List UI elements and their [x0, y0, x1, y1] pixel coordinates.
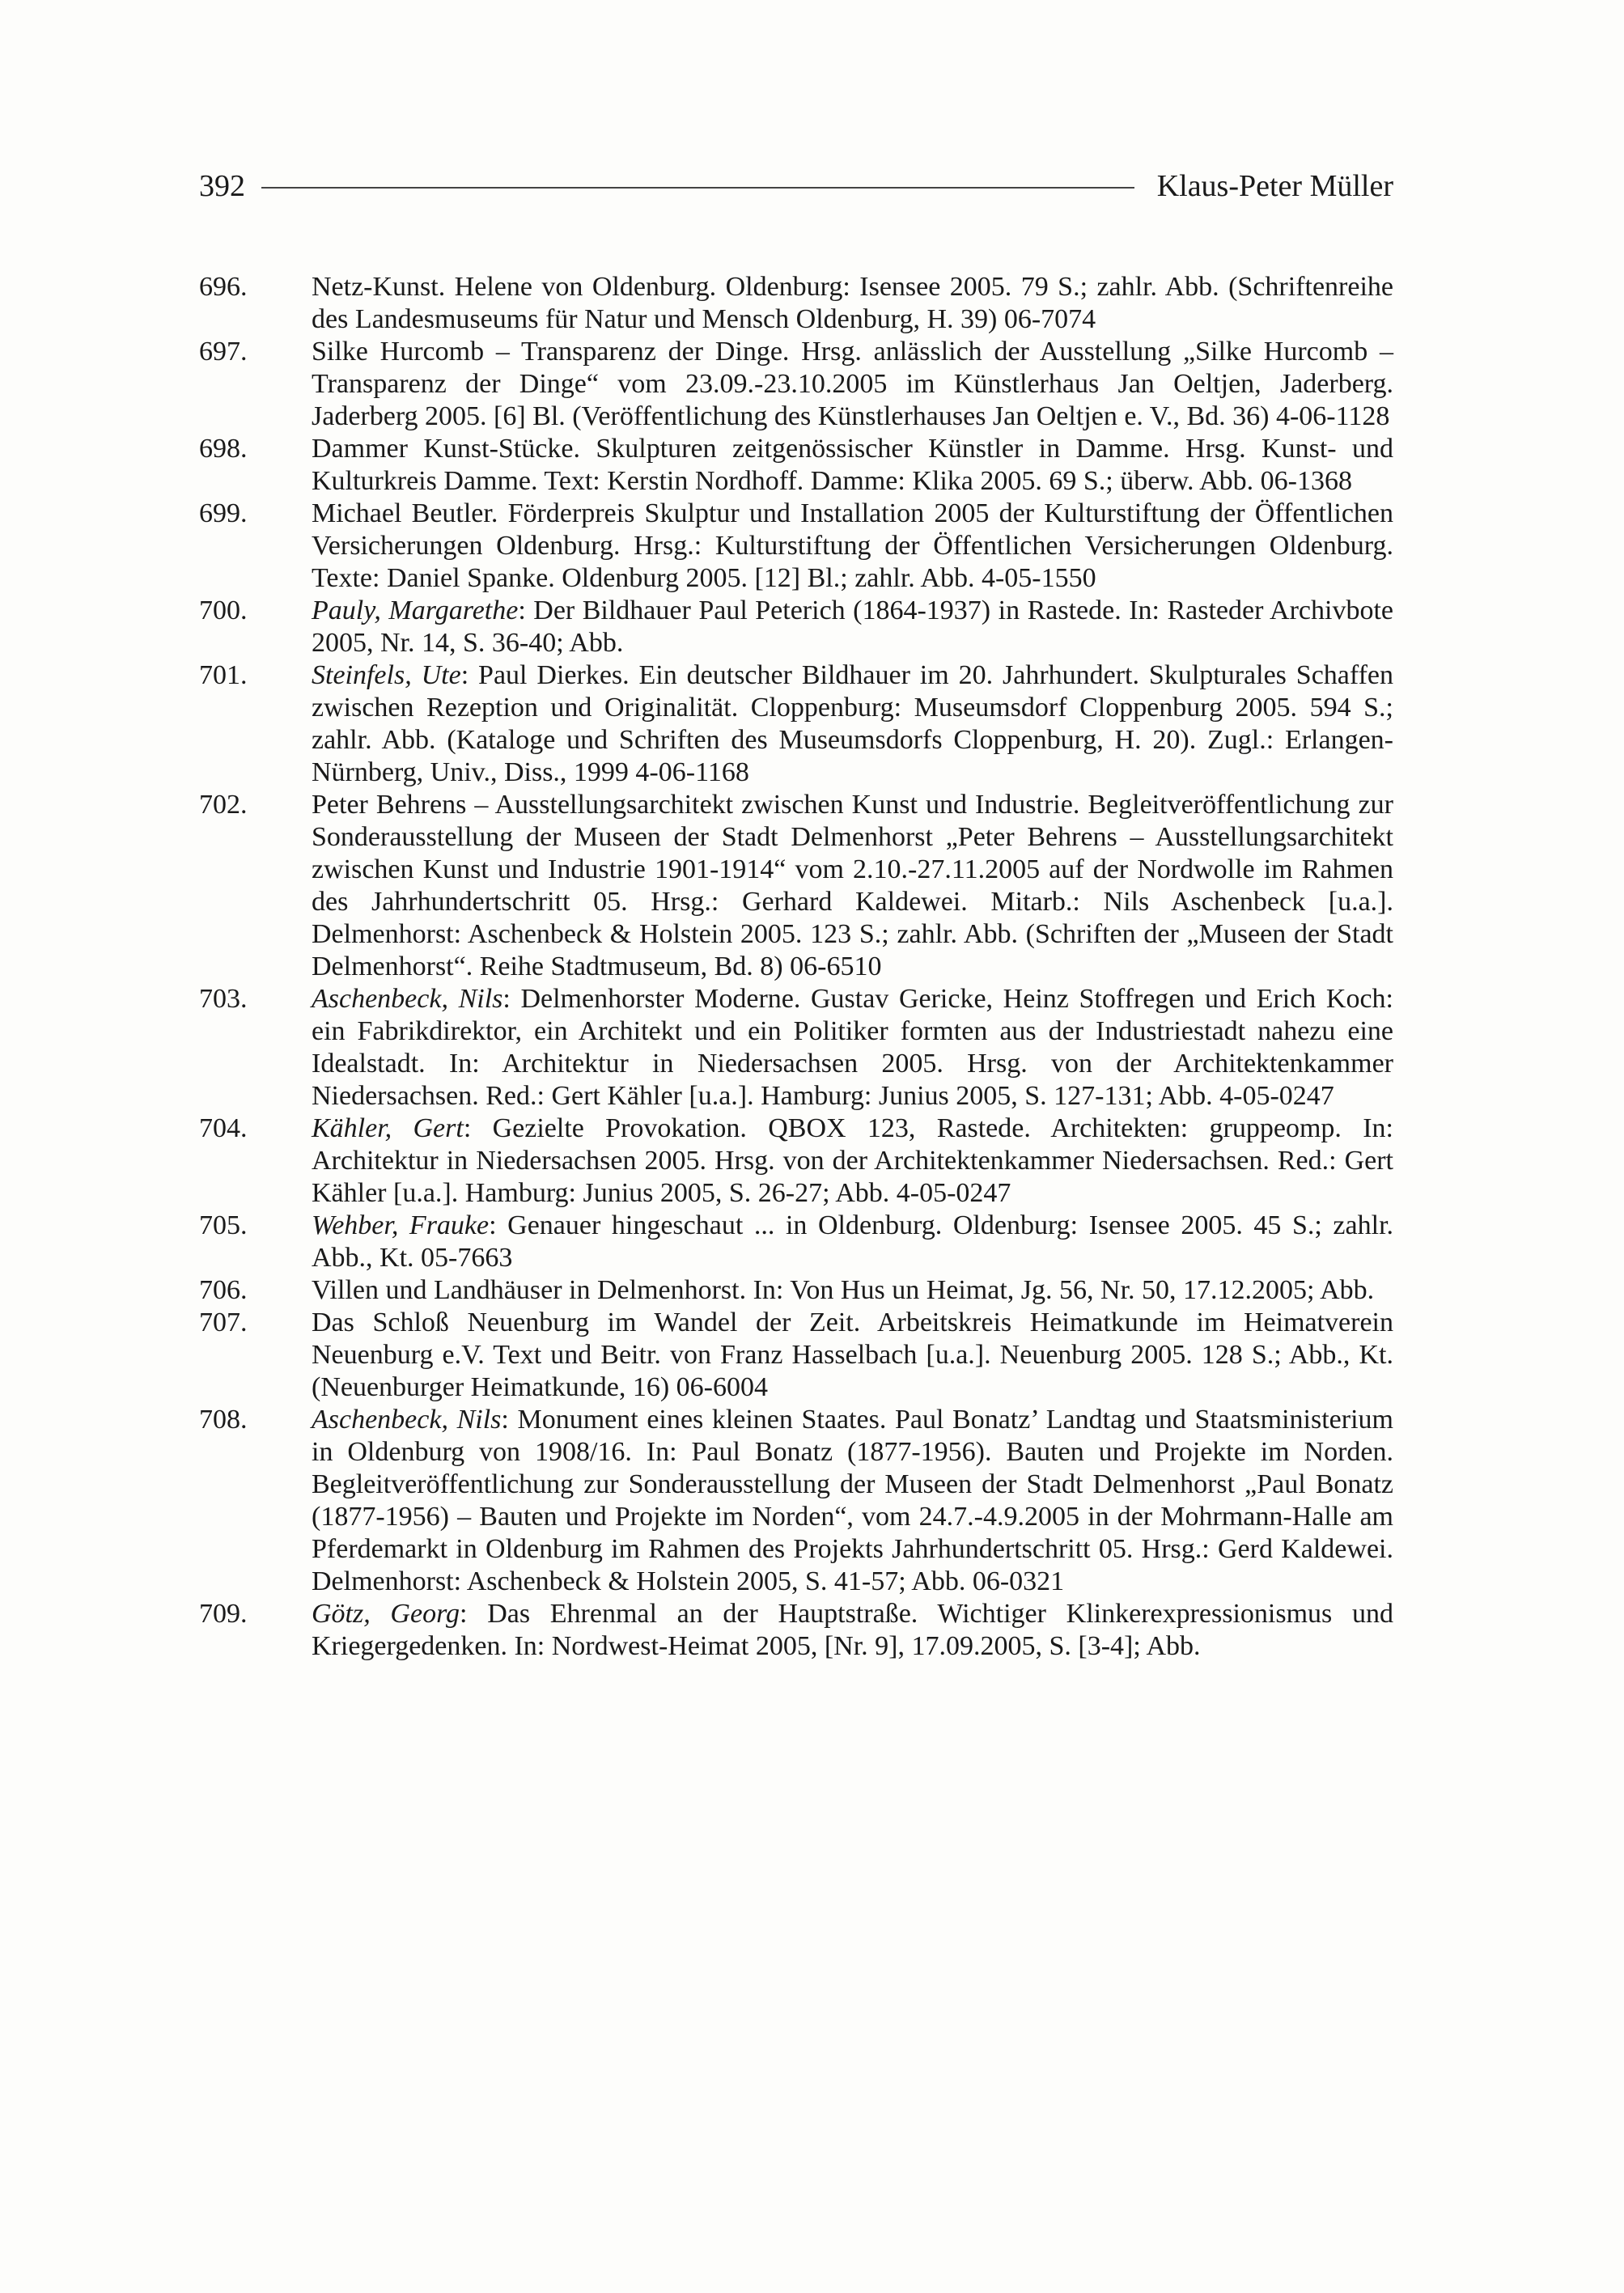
entry-body: : Monument eines kleinen Staates. Paul Bonatz’ Landtag und Staatsministerium in Oldenburg von 1908/16. In: Paul Bonatz (1877-1956). Bauten und Projekte im Norden. Begleitveröffentlichung zur Sonderausstellung der Museen der Stadt Delmenhorst „Paul Bonatz (1877-1956) – Bauten und Projekte im Norden“, vom 24.7.-4.9.2005 in der Mohrmann-Halle am Pferdemarkt in Oldenburg im Rahmen des Projekts Jahrhundertschritt 05. Hrsg.: Gerd Kaldewei. Delmenhorst: Aschenbeck & Holstein 2005, S. 41-57; Abb. 06-0321 — [312, 1405, 1393, 1596]
entry-number: 701. — [199, 660, 248, 690]
bibliography-entry — [199, 1210, 1393, 1274]
entry-body: : Genauer hingeschaut ... in Oldenburg. Oldenburg: Isensee 2005. 45 S.; zahlr. Abb., Kt. 05-7663 — [312, 1210, 1394, 1273]
bibliography-entry — [199, 1113, 1393, 1210]
bibliography-entry — [199, 1274, 1393, 1307]
entry-text — [312, 271, 1393, 336]
entry-number: 700. — [199, 596, 248, 625]
entry-text — [312, 595, 1393, 659]
bibliography-entry — [199, 595, 1393, 659]
entry-author: Wehber, Frauke — [312, 1210, 490, 1240]
entry-text — [312, 1307, 1393, 1404]
entry-body: Michael Beutler. Förderpreis Skulptur und Installation 2005 der Kulturstiftung der Öffentlichen Versicherungen Oldenburg. Hrsg.: Kulturstiftung der Öffentlichen Versicherungen Oldenburg. Texte: Daniel Spanke. Oldenburg 2005. [12] Bl.; zahlr. Abb. 4-05-1550 — [312, 498, 1393, 593]
entry-number: 709. — [199, 1599, 248, 1629]
entry-body: : Gezielte Provokation. QBOX 123, Rastede. Architekten: gruppeomp. In: Architektur in Niedersachsen 2005. Hrsg. von der Architektenkammer Niedersachsen. Red.: Gert Kähler [u.a.]. Hamburg: Junius 2005, S. 26-27; Abb. 4-05-0247 — [312, 1113, 1393, 1208]
entry-text — [312, 659, 1393, 789]
entry-number: 698. — [199, 434, 248, 464]
entry-text — [312, 789, 1393, 983]
entry-text — [312, 498, 1393, 595]
entry-text — [312, 1404, 1393, 1598]
entry-body: Dammer Kunst-Stücke. Skulpturen zeitgenössischer Künstler in Damme. Hrsg. Kunst- und Kulturkreis Damme. Text: Kerstin Nordhoff. Damme: Klika 2005. 69 S.; überw. Abb. 06-1368 — [312, 434, 1393, 496]
entry-body: Das Schloß Neuenburg im Wandel der Zeit. Arbeitskreis Heimatkunde im Heimatverein Neuenburg e.V. Text und Beitr. von Franz Hasselbach [u.a.]. Neuenburg 2005. 128 S.; Abb., Kt. (Neuenburger Heimatkunde, 16) 06-6004 — [312, 1308, 1393, 1402]
entry-body: : Delmenhorster Moderne. Gustav Gericke, Heinz Stoffregen und Erich Koch: ein Fabrikdirektor, ein Architekt und ein Politiker formten aus der Industriestadt nahezu eine Idealstadt. In: Architektur in Niedersachsen 2005. Hrsg. von der Architektenkammer Niedersachsen. Red.: Gert Kähler [u.a.]. Hamburg: Junius 2005, S. 127-131; Abb. 4-05-0247 — [312, 984, 1393, 1111]
bibliography-entry — [199, 659, 1393, 789]
entry-number: 708. — [199, 1405, 248, 1435]
entry-body: Peter Behrens – Ausstellungsarchitekt zwischen Kunst und Industrie. Begleitveröffentlichung zur Sonderausstellung der Museen der Stadt Delmenhorst „Peter Behrens – Ausstellungsarchitekt zwischen Kunst und Industrie 1901-1914“ vom 2.10.-27.11.2005 auf der Nordwolle im Rahmen des Jahrhundertschritt 05. Hrsg.: Gerhard Kaldewei. Mitarb.: Nils Aschenbeck [u.a.]. Delmenhorst: Aschenbeck & Holstein 2005. 123 S.; zahlr. Abb. (Schriften der „Museen der Stadt Delmenhorst“. Reihe Stadtmuseum, Bd. 8) 06-6510 — [312, 790, 1393, 981]
bibliography-entry — [199, 498, 1393, 595]
entry-body: : Paul Dierkes. Ein deutscher Bildhauer im 20. Jahrhundert. Skulpturales Schaffen zwischen Rezeption und Originalität. Cloppenburg: Museumsdorf Cloppenburg 2005. 594 S.; zahlr. Abb. (Kataloge und Schriften des Museumsdorfs Cloppenburg, H. 20). Zugl.: Erlangen-Nürnberg, Univ., Diss., 1999 4-06-1168 — [312, 660, 1394, 787]
entry-text — [312, 983, 1393, 1113]
page-number: 392 — [199, 169, 245, 203]
header-rule — [261, 187, 1134, 189]
entry-author: Aschenbeck, Nils — [312, 984, 503, 1014]
entry-author: Kähler, Gert — [312, 1113, 464, 1143]
entry-number: 697. — [199, 337, 248, 367]
bibliography-entry — [199, 789, 1393, 983]
entry-text — [312, 433, 1393, 498]
bibliography-entry — [199, 1307, 1393, 1404]
entry-body: : Der Bildhauer Paul Peterich (1864-1937) in Rastede. In: Rasteder Archivbote 2005, Nr. 14, S. 36-40; Abb. — [312, 596, 1393, 658]
bibliography-entry — [199, 271, 1393, 336]
bibliography-entry — [199, 433, 1393, 498]
entry-number: 707. — [199, 1308, 248, 1337]
entry-body: : Das Ehrenmal an der Hauptstraße. Wichtiger Klinkerexpressionismus und Kriegergedenken. In: Nordwest-Heimat 2005, [Nr. 9], 17.09.2005, S. [3-4]; Abb. — [312, 1599, 1393, 1661]
running-head-author: Klaus-Peter Müller — [1156, 169, 1393, 203]
entry-text — [312, 336, 1393, 433]
entry-number: 706. — [199, 1275, 248, 1305]
entry-text — [312, 1113, 1393, 1210]
entry-author: Steinfels, Ute — [312, 660, 461, 690]
bibliography-list — [199, 271, 1393, 1663]
entry-author: Pauly, Margarethe — [312, 596, 519, 625]
entry-text — [312, 1274, 1393, 1307]
entry-author: Aschenbeck, Nils — [312, 1405, 502, 1435]
entry-number: 702. — [199, 790, 248, 820]
entry-number: 696. — [199, 272, 248, 302]
entry-text — [312, 1598, 1393, 1663]
entry-number: 703. — [199, 984, 248, 1014]
bibliography-entry — [199, 1598, 1393, 1663]
entry-body: Silke Hurcomb – Transparenz der Dinge. Hrsg. anlässlich der Ausstellung „Silke Hurcomb – Transparenz der Dinge“ vom 23.09.-23.10.2005 im Künstlerhaus Jan Oeltjen, Jaderberg. Jaderberg 2005. [6] Bl. (Veröffentlichung des Künstlerhauses Jan Oeltjen e. V., Bd. 36) 4-06-1128 — [312, 337, 1393, 431]
running-head — [199, 166, 1393, 206]
entry-body: Netz-Kunst. Helene von Oldenburg. Oldenburg: Isensee 2005. 79 S.; zahlr. Abb. (Schriftenreihe des Landesmuseums für Natur und Mensch Oldenburg, H. 39) 06-7074 — [312, 272, 1393, 334]
bibliography-entry — [199, 336, 1393, 433]
entry-text — [312, 1210, 1393, 1274]
entry-number: 704. — [199, 1113, 248, 1143]
entry-author: Götz, Georg — [312, 1599, 460, 1629]
bibliography-entry — [199, 983, 1393, 1113]
entry-number: 705. — [199, 1210, 248, 1240]
entry-body: Villen und Landhäuser in Delmenhorst. In: Von Hus un Heimat, Jg. 56, Nr. 50, 17.12.2005; Abb. — [312, 1275, 1375, 1305]
entry-number: 699. — [199, 498, 248, 528]
bibliography-entry — [199, 1404, 1393, 1598]
